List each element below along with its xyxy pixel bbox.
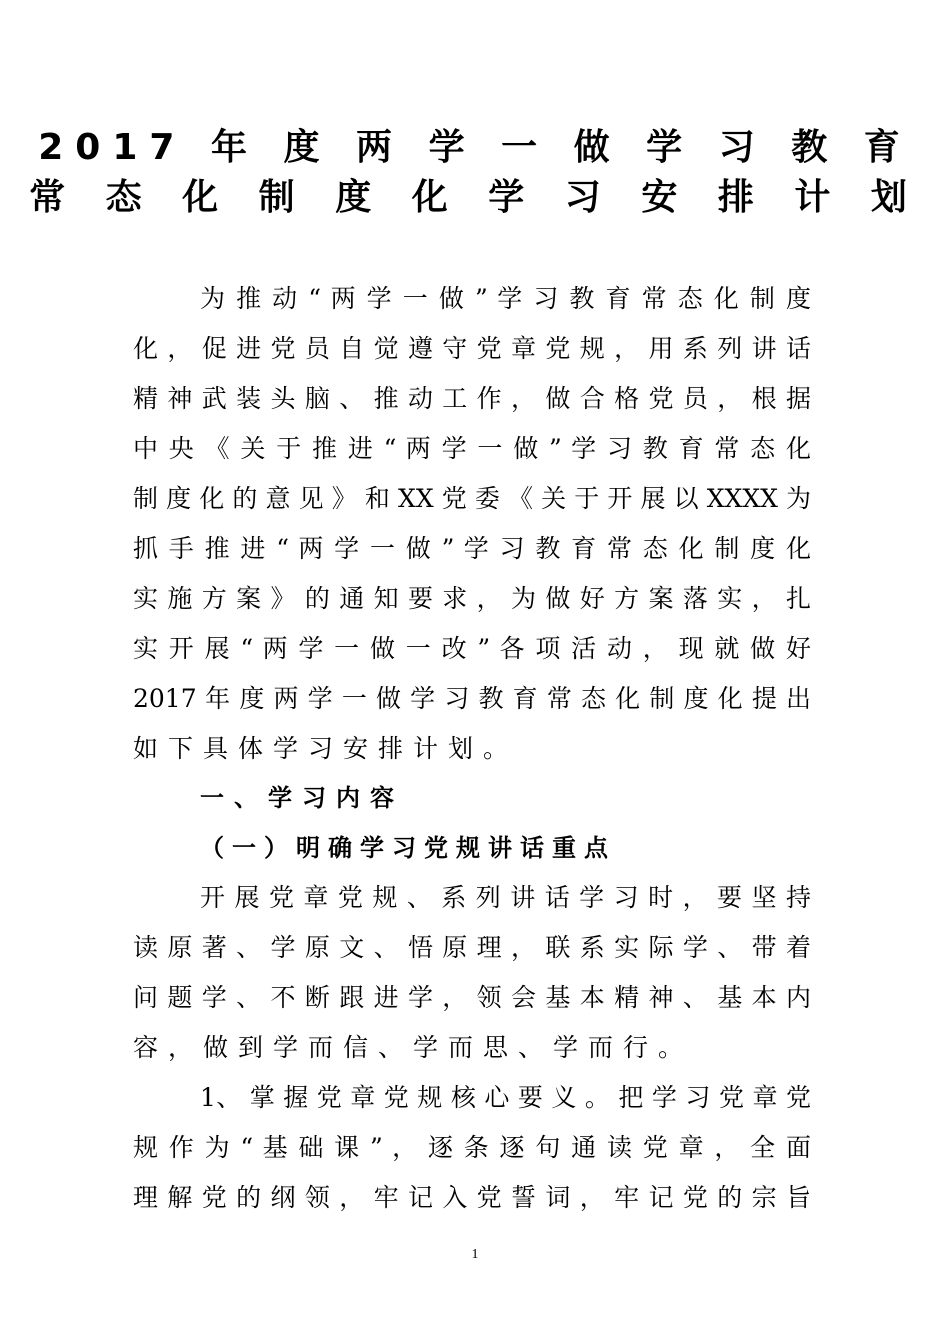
intro-line-8: 实 开 展 “ 两 学 一 做 一 改 ” 各 项 活 动 ， 现 就 做 好 — [133, 634, 811, 663]
para3-line-3: 理 解 党 的 纲 领 ， 牢 记 入 党 誓 词 ， 牢 记 党 的 宗 旨 — [133, 1183, 811, 1212]
para2-line-1: 开 展 党 章 党 规 、 系 列 讲 话 学 习 时 ， 要 坚 持 — [200, 883, 811, 912]
intro-line-6: 抓 手 推 进 “ 两 学 一 做 ” 学 习 教 育 常 态 化 制 度 化 — [133, 534, 811, 563]
para3-line-2: 规 作 为 “ 基 础 课 ” ， 逐 条 逐 句 通 读 党 章 ， 全 面 — [133, 1133, 811, 1162]
intro-line-2: 化 ， 促 进 党 员 自 觉 遵 守 党 章 党 规 ， 用 系 列 讲 话 — [133, 334, 811, 363]
section-heading-1: 一、学习内容 — [200, 784, 404, 812]
para2-line-2: 读 原 著 、 学 原 文 、 悟 原 理 ， 联 系 实 际 学 、 带 着 — [133, 933, 811, 962]
para3-line-1: 1、 掌 握 党 章 党 规 核 心 要 义 。 把 学 习 党 章 党 — [200, 1083, 811, 1112]
intro-line-3: 精 神 武 装 头 脑 、 推 动 工 作 ， 做 合 格 党 员 ， 根 据 — [133, 384, 811, 413]
para2-line-4: 容，做到学而信、学而思、学而行。 — [133, 1033, 694, 1062]
intro-line-5: 制 度 化 的 意 见 》 和 XX 党 委 《 关 于 开 展 以 XXXX 为 — [133, 484, 811, 513]
document-title-line-1: 2017 年 度 两 学 一 做 学 习 教 育 — [38, 127, 912, 168]
page-number: 1 — [471, 1247, 479, 1262]
subsection-heading-1: （一）明确学习党规讲话重点 — [200, 834, 616, 862]
para2-line-3: 问 题 学 、 不 断 跟 进 学 ， 领 会 基 本 精 神 、 基 本 内 — [133, 983, 811, 1012]
intro-line-1: 为 推 动 “ 两 学 一 做 ” 学 习 教 育 常 态 化 制 度 — [200, 284, 811, 313]
document-title-line-2: 常 态 化 制 度 化 学 习 安 排 计 划 — [29, 177, 921, 218]
intro-line-10: 如下具体学习安排计划。 — [133, 734, 519, 763]
intro-line-9: 2017 年 度 两 学 一 做 学 习 教 育 常 态 化 制 度 化 提 出 — [133, 684, 811, 713]
intro-line-7: 实 施 方 案 》 的 通 知 要 求 ， 为 做 好 方 案 落 实 ， 扎 — [133, 584, 811, 613]
intro-line-4: 中 央 《 关 于 推 进 “ 两 学 一 做 ” 学 习 教 育 常 态 化 — [133, 434, 811, 463]
